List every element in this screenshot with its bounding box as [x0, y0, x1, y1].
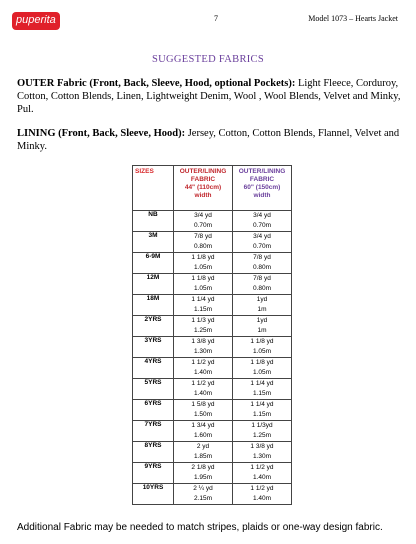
page-number: 7 [214, 14, 218, 23]
header-line: width [253, 192, 271, 199]
size-cell: 9YRS [133, 463, 174, 484]
meters-value: 1.25m [252, 432, 272, 439]
table-row [133, 316, 292, 337]
meters-value: 0.70m [252, 243, 272, 250]
table-row [133, 484, 292, 505]
yardage-value: 2 yd [196, 443, 210, 450]
fabric-60-cell [233, 253, 292, 274]
table-body [133, 211, 292, 505]
fabric-requirements-table [132, 165, 292, 505]
page-title: SUGGESTED FABRICS [152, 54, 264, 65]
meters-value: 0.70m [193, 222, 213, 229]
yardage-value: 1 1/4 yd [250, 380, 274, 387]
size-cell: 3M [133, 232, 174, 253]
yardage-value: 2 ¼ yd [193, 485, 213, 492]
header-line: OUTER/LINING [179, 168, 227, 175]
fabric-60-column-header [233, 166, 292, 211]
sizes-column-header: SIZES [133, 166, 174, 211]
fabric-44-cell [174, 421, 233, 442]
yardage-value: 1 1/2 yd [250, 485, 274, 492]
meters-value: 0.80m [252, 264, 272, 271]
meters-value: 1.15m [252, 411, 272, 418]
size-cell: 3YRS [133, 337, 174, 358]
size-cell: 6YRS [133, 400, 174, 421]
table-row [133, 211, 292, 232]
header-line: FABRIC [190, 176, 216, 183]
lining-fabric-label: LINING (Front, Back, Sleeve, Hood): [17, 128, 186, 139]
fabric-44-cell [174, 253, 233, 274]
meters-value: 1m [257, 306, 267, 313]
yardage-value: 1 1/2 yd [191, 359, 215, 366]
meters-value: 1.15m [252, 390, 272, 397]
fabric-60-cell [233, 484, 292, 505]
yardage-value: 1 3/8 yd [250, 443, 274, 450]
table-row [133, 232, 292, 253]
size-cell: 5YRS [133, 379, 174, 400]
additional-fabric-note: Additional Fabric may be needed to match stripes, plaids or one-way design fabric. [17, 522, 383, 533]
meters-value: 1.05m [193, 264, 213, 271]
fabric-60-cell [233, 211, 292, 232]
size-cell: 4YRS [133, 358, 174, 379]
yardage-value: 7/8 yd [253, 275, 271, 282]
lining-fabric-text: Jersey, Cotton, Cotton Blends, Flannel, Velvet and Minky. [17, 128, 400, 152]
table-row [133, 295, 292, 316]
meters-value: 0.80m [252, 285, 272, 292]
size-cell: 18M [133, 295, 174, 316]
meters-value: 1.85m [193, 453, 213, 460]
meters-value: 0.70m [252, 222, 272, 229]
yardage-value: 1 3/8 yd [191, 338, 215, 345]
fabric-44-cell [174, 316, 233, 337]
fabric-44-cell [174, 442, 233, 463]
meters-value: 1.50m [193, 411, 213, 418]
yardage-value: 1 1/2 yd [191, 380, 215, 387]
fabric-44-cell [174, 337, 233, 358]
meters-value: 1.40m [252, 474, 272, 481]
fabric-44-cell [174, 463, 233, 484]
fabric-44-cell [174, 379, 233, 400]
fabric-44-cell [174, 484, 233, 505]
table-row [133, 421, 292, 442]
fabric-60-cell [233, 274, 292, 295]
yardage-value: 1 1/2 yd [250, 464, 274, 471]
fabric-60-cell [233, 400, 292, 421]
yardage-value: 3/4 yd [253, 233, 271, 240]
meters-value: 0.80m [193, 243, 213, 250]
fabric-60-cell [233, 232, 292, 253]
header-line: OUTER/LINING [238, 168, 286, 175]
lining-fabric-paragraph [17, 127, 401, 153]
header-line: 60" (150cm) [243, 184, 281, 191]
fabric-60-cell [233, 358, 292, 379]
meters-value: 2.15m [193, 495, 213, 502]
yardage-value: 1 3/4 yd [191, 422, 215, 429]
size-cell: NB [133, 211, 174, 232]
table-row [133, 463, 292, 484]
size-cell: 10YRS [133, 484, 174, 505]
table-row [133, 337, 292, 358]
outer-fabric-label: OUTER Fabric (Front, Back, Sleeve, Hood, optional Pockets): [17, 78, 296, 89]
brand-logo: puperita [12, 12, 60, 30]
meters-value: 1.25m [193, 327, 213, 334]
meters-value: 1.95m [193, 474, 213, 481]
yardage-value: 7/8 yd [253, 254, 271, 261]
header-line: 44" (110cm) [184, 184, 222, 191]
size-cell: 12M [133, 274, 174, 295]
table-row [133, 358, 292, 379]
table-row [133, 253, 292, 274]
fabric-60-cell [233, 337, 292, 358]
table-row [133, 442, 292, 463]
meters-value: 1.30m [252, 453, 272, 460]
fabric-44-cell [174, 274, 233, 295]
meters-value: 1.40m [193, 390, 213, 397]
fabric-44-column-header [174, 166, 233, 211]
size-cell: 6-9M [133, 253, 174, 274]
yardage-value: 1 1/3yd [251, 422, 273, 429]
meters-value: 1.30m [193, 348, 213, 355]
size-cell: 8YRS [133, 442, 174, 463]
yardage-value: 1 1/4 yd [250, 401, 274, 408]
fabric-44-cell [174, 358, 233, 379]
table-row [133, 274, 292, 295]
yardage-value: 1yd [256, 296, 268, 303]
table-row [133, 379, 292, 400]
yardage-value: 1 5/8 yd [191, 401, 215, 408]
meters-value: 1.05m [252, 369, 272, 376]
meters-value: 1.15m [193, 306, 213, 313]
yardage-value: 1 1/4 yd [191, 296, 215, 303]
meters-value: 1.40m [193, 369, 213, 376]
fabric-44-cell [174, 400, 233, 421]
meters-value: 1.40m [252, 495, 272, 502]
fabric-60-cell [233, 421, 292, 442]
yardage-value: 1 1/8 yd [191, 254, 215, 261]
outer-fabric-text: Light Fleece, Corduroy, Cotton, Cotton Blends, Linen, Lightweight Denim, Wool , Wool Blends, Velvet and Minky, Pul. [17, 78, 401, 115]
size-cell: 2YRS [133, 316, 174, 337]
yardage-value: 3/4 yd [253, 212, 271, 219]
fabric-60-cell [233, 442, 292, 463]
fabric-60-cell [233, 463, 292, 484]
yardage-value: 1 1/8 yd [191, 275, 215, 282]
yardage-value: 3/4 yd [194, 212, 212, 219]
fabric-60-cell [233, 316, 292, 337]
yardage-value: 1 1/8 yd [250, 338, 274, 345]
fabric-44-cell [174, 232, 233, 253]
outer-fabric-paragraph [17, 77, 401, 116]
model-title: Model 1073 – Hearts Jacket [308, 14, 398, 23]
yardage-value: 7/8 yd [194, 233, 212, 240]
fabric-44-cell [174, 295, 233, 316]
fabric-60-cell [233, 379, 292, 400]
table-row [133, 400, 292, 421]
meters-value: 1.05m [193, 285, 213, 292]
fabric-44-cell [174, 211, 233, 232]
yardage-value: 1yd [256, 317, 268, 324]
yardage-value: 2 1/8 yd [191, 464, 215, 471]
yardage-value: 1 1/8 yd [250, 359, 274, 366]
meters-value: 1m [257, 327, 267, 334]
meters-value: 1.05m [252, 348, 272, 355]
table-header-row [133, 166, 292, 211]
fabric-60-cell [233, 295, 292, 316]
meters-value: 1.60m [193, 432, 213, 439]
header-line: width [194, 192, 212, 199]
header-line: FABRIC [249, 176, 275, 183]
yardage-value: 1 1/3 yd [191, 317, 215, 324]
size-cell: 7YRS [133, 421, 174, 442]
